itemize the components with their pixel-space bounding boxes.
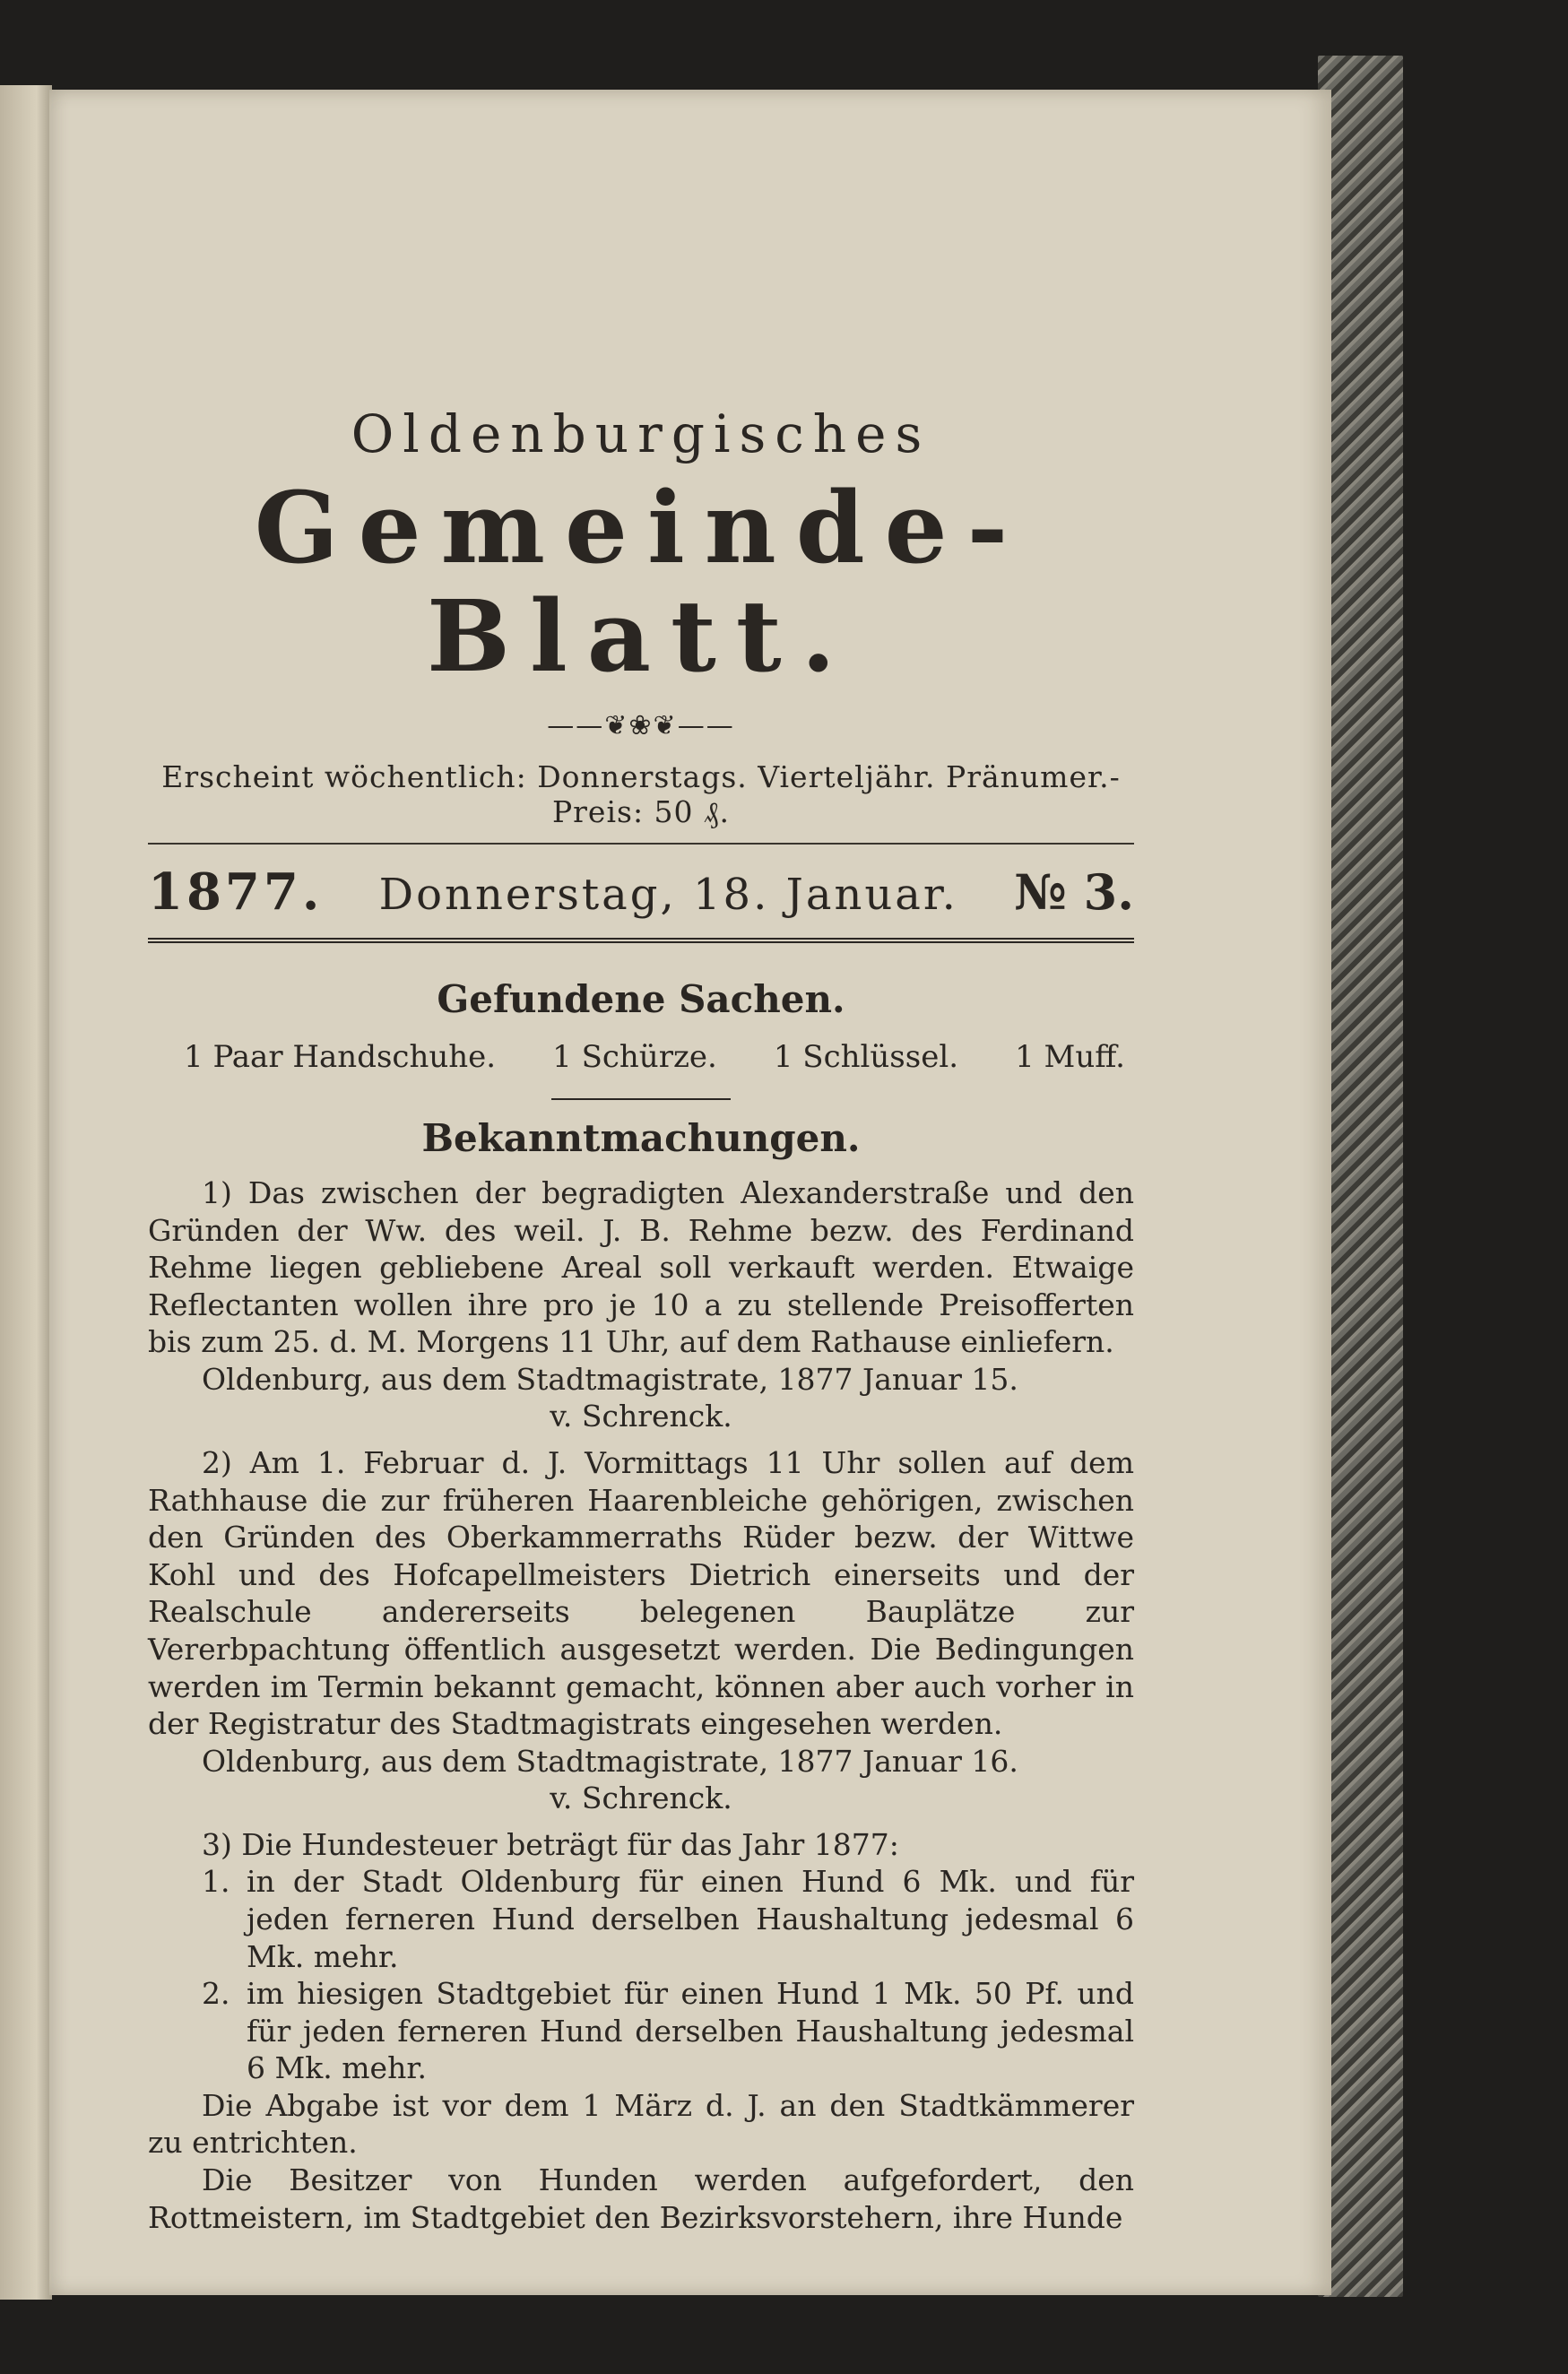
notice-3-paragraph: Die Abgabe ist vor dem 1 März d. J. an den Stadtkämmerer zu entrichten. [148,2087,1134,2161]
issue-number: № 3. [1014,863,1134,921]
notice-3-item [202,1975,1134,2087]
notice-3-item [202,1863,1134,1975]
notice-1-place: Oldenburg, aus dem Stadtmagistrate, 1877 Januar 15. [202,1361,1018,1397]
subscription-line: Erscheint wöchentlich: Donnerstags. Vierteljähr. Pränumer.-Preis: 50 ₰. [148,759,1134,845]
masthead-subtitle: Oldenburgisches [351,403,931,464]
notice-3-intro: 3) Die Hundesteuer beträgt für das Jahr 1877: [202,1826,899,1862]
section-rule [551,1098,731,1100]
found-item: 1 Schürze. [552,1039,717,1075]
notice-1-signature: v. Schrenck. [550,1399,732,1434]
item-text: in der Stadt Oldenburg für einen Hund 6 Mk. und für jeden ferneren Hund derselben Haushaltung jedesmal 6 Mk. mehr. [247,1864,1134,1974]
found-items-heading: Gefundene Sachen. [437,977,845,1021]
notice-1-text: 1) Das zwischen der begradigten Alexanderstraße und den Gründen der Ww. des weil. J. B. Rehme bezw. des Ferdinand Rehme liegen gebliebene Areal soll verkauft werden. Etwaige Reflectanten wollen ihre pro je 10 a zu stellende Preisofferten bis zum 25. d. M. Morgens 11 Uhr, auf dem Rathause einliefern. [148,1175,1134,1360]
found-item: 1 Schlüssel. [773,1039,959,1075]
page-content [148,314,1134,2236]
found-item: 1 Muff. [1015,1039,1125,1075]
facing-page-edge [0,85,52,2300]
newspaper-page [49,90,1331,2295]
found-items-list [148,1039,1134,1075]
found-item: 1 Paar Handschuhe. [184,1039,497,1075]
issue-date: Donnerstag, 18. Januar. [378,870,958,920]
notice-2-place: Oldenburg, aus dem Stadtmagistrate, 1877 Januar 16. [202,1743,1018,1779]
notice-3-paragraph: Die Besitzer von Hunden werden aufgefordert, den Rottmeistern, im Stadtgebiet den Bezirksvorstehern, ihre Hunde [148,2162,1134,2235]
item-text: im hiesigen Stadtgebiet für einen Hund 1 Mk. 50 Pf. und für jeden ferneren Hund derselben Haushaltung jedesmal 6 Mk. mehr. [247,1976,1134,2086]
masthead-title: Gemeinde-Blatt. [254,470,1028,694]
issue-dateline [148,862,1134,943]
issue-year: 1877. [148,862,324,922]
ornament-divider: ——❦❀❦—— [547,710,735,741]
item-number: 1. [202,1864,230,1900]
notice-2-text: 2) Am 1. Februar d. J. Vormittags 11 Uhr sollen auf dem Rathhause die zur früheren Haarenbleiche gehörigen, zwischen den Gründen des Oberkammerraths Rüder bezw. der Wittwe Kohl und des Hofcapellmeisters Dietrich einerseits und der Realschule andererseits belegenen Bauplätze zur Vererbpachtung öffentlich ausgesetzt werden. Die Bedingungen werden im Termin bekannt gemacht, können aber auch vorher in der Registratur des Stadtmagistrats eingesehen werden. [148,1445,1134,1742]
notices-heading: Bekanntmachungen. [421,1116,861,1160]
item-number: 2. [202,1976,230,2012]
notice-2-signature: v. Schrenck. [550,1780,732,1816]
